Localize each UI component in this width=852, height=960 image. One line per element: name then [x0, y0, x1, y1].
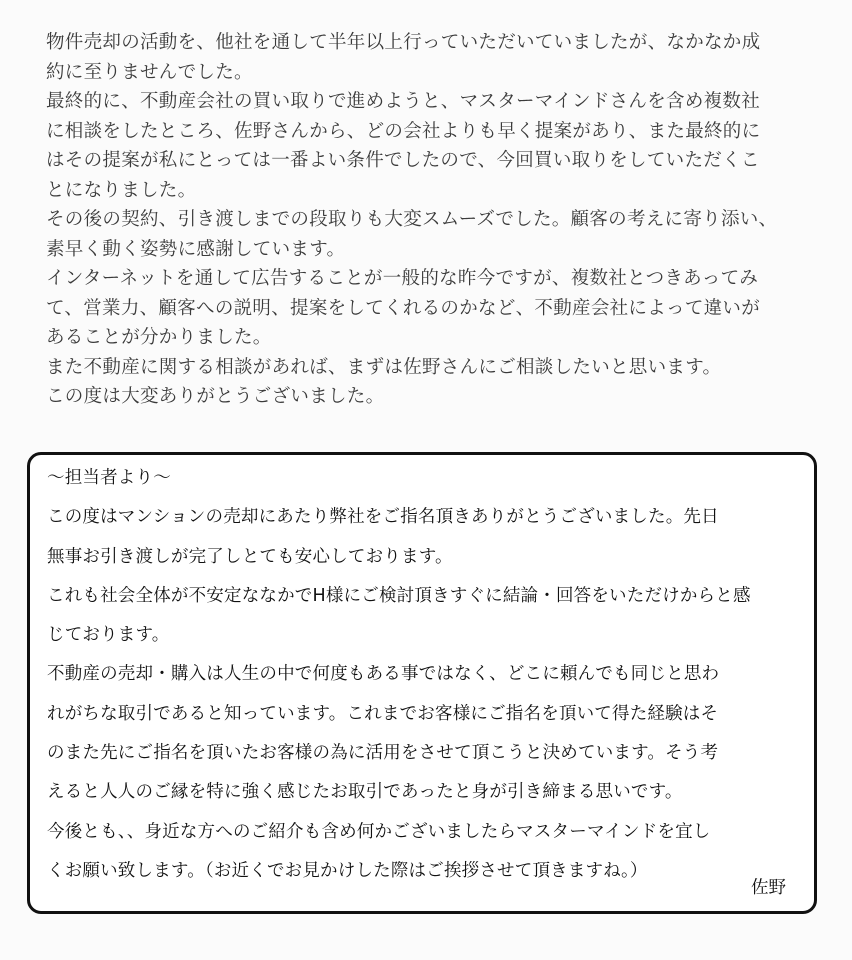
letter-line: 素早く動く姿勢に感謝しています。	[46, 238, 346, 260]
reply-line: 無事お引き渡しが完了しとても安心しております。	[47, 546, 453, 567]
letter-line: また不動産に関する相談があれば、まずは佐野さんにご相談したいと思います。	[46, 356, 722, 378]
letter-line: 物件売却の活動を、他社を通して半年以上行っていただいていましたが、なかなか成	[46, 32, 761, 53]
staff-reply-box	[27, 452, 817, 914]
letter-line: に相談をしたところ、佐野さんから、どの会社よりも早く提案があり、また最終的に	[46, 120, 761, 142]
letter-line: はその提案が私にとっては一番よい条件でしたので、今回買い取りをしていただくこ	[46, 150, 760, 171]
reply-line: のまた先にご指名を頂いたお客様の為に活用をさせて頂こうと決めています。そう考	[47, 743, 719, 764]
reply-line: くお願い致します。（お近くでお見かけした際はご挨拶させて頂きますね。）	[47, 860, 648, 881]
letter-line: とになりました。	[46, 179, 197, 201]
reply-line: じております。	[47, 625, 170, 646]
letter-line: その後の契約、引き渡しまでの段取りも大変スムーズでした。顧客の考えに寄り添い、	[46, 209, 778, 230]
letter-line: 最終的に、不動産会社の買い取りで進めようと、マスターマインドさんを含め複数社	[46, 91, 761, 112]
reply-line: この度はマンションの売却にあたり弊社をご指名頂きありがとうございました。先日	[47, 507, 719, 528]
letter-line: あることが分かりました。	[46, 327, 272, 348]
reply-line: これも社会全体が不安定ななかでH様にご検討頂きすぐに結論・回答をいただけからと感	[47, 585, 751, 606]
reply-line: 今後とも、、身近な方へのご紹介も含め何かございましたらマスターマインドを宜し	[47, 821, 711, 842]
letter-line: インターネットを通して広告することが一般的な昨今ですが、複数社とつきあってみ	[46, 268, 759, 289]
reply-signature: 佐野	[751, 878, 786, 898]
reply-line: 不動産の売却・購入は人生の中で何度もある事ではなく、どこに頼んでも同じと思わ	[47, 664, 720, 685]
letter-line: 約に至りませんでした。	[46, 61, 253, 83]
letter-line: て、営業力、顧客への説明、提案をしてくれるのかなど、不動産会社によって違いが	[46, 297, 761, 319]
reply-heading: ～担当者より～	[47, 468, 171, 488]
customer-letter	[46, 28, 836, 412]
reply-line: えると人人のご縁を特に強く感じたお取引であったと身が引き締まる思いです。	[47, 782, 683, 803]
letter-line: この度は大変ありがとうございました。	[46, 386, 385, 407]
reply-line: れがちな取引であると知っています。これまでお客様にご指名を頂いて得た経験はそ	[47, 703, 719, 724]
